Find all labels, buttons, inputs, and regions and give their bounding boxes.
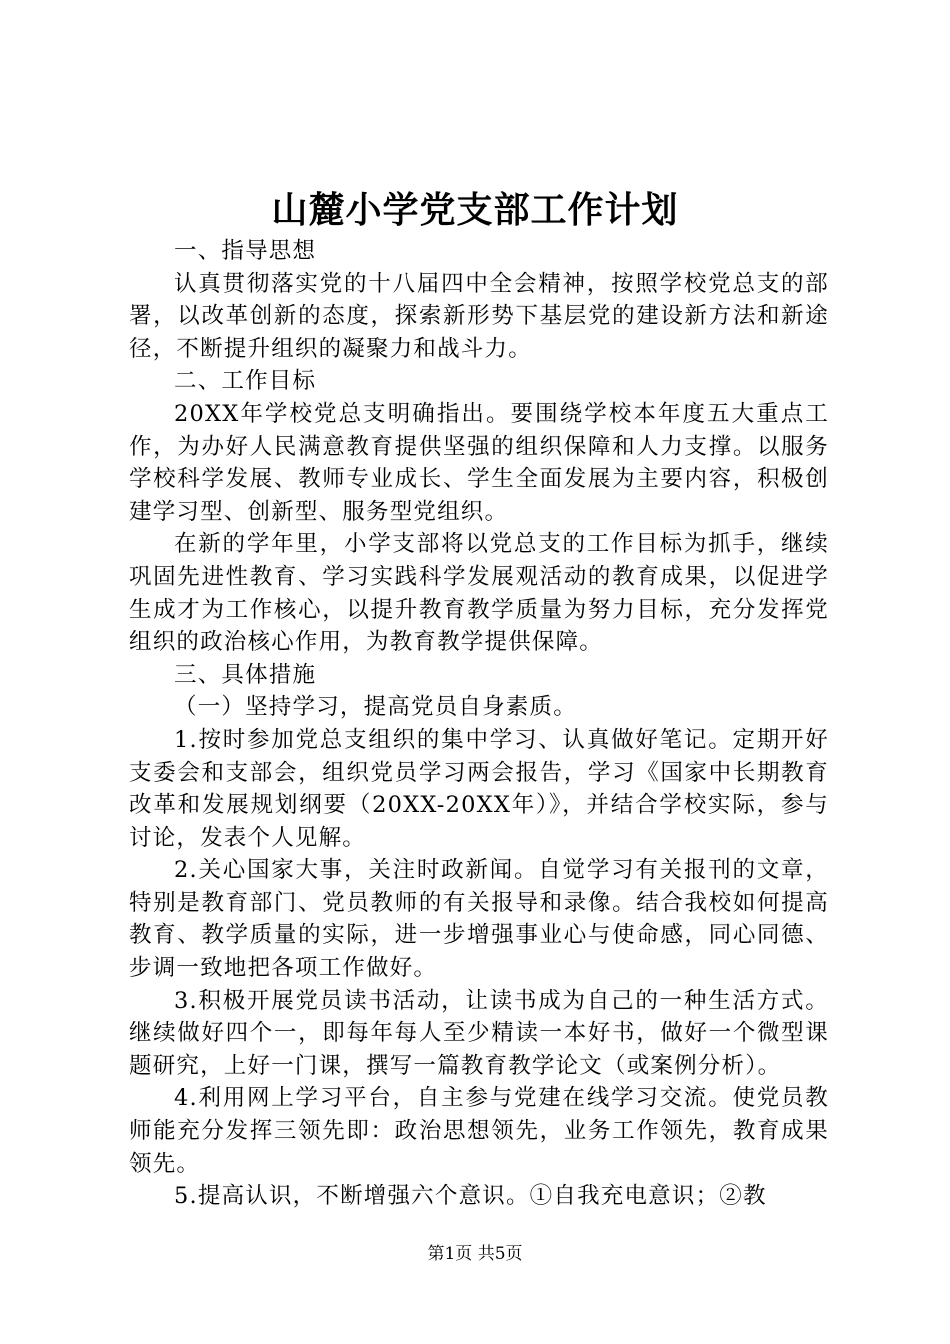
- list-item: 4.利用网上学习平台，自主参与党建在线学习交流。使党员教师能充分发挥三领先即：政治思想领先，业务工作领先，教育成果领先。: [129, 1085, 829, 1177]
- paragraph: 认真贯彻落实党的十八届四中全会精神，按照学校党总支的部署，以改革创新的态度，探索新形势下基层党的建设新方法和新途径，不断提升组织的凝聚力和战斗力。: [129, 270, 829, 362]
- paragraph: 20XX年学校党总支明确指出。要围绕学校本年度五大重点工作，为办好人民满意教育提供坚强的组织保障和人力支撑。以服务学校科学发展、教师专业成长、学生全面发展为主要内容，积极创建学习型、创新型、服务型党组织。: [129, 400, 829, 525]
- document-body: [129, 235, 829, 1213]
- list-item: 2.关心国家大事，关注时政新闻。自觉学习有关报刊的文章，特别是教育部门、党员教师的有关报导和录像。结合我校如何提高教育、教学质量的实际，进一步增强事业心与使命感，同心同德、步调一致地把各项工作做好。: [129, 857, 829, 982]
- document-title: 山麓小学党支部工作计划: [271, 189, 679, 231]
- section-heading: 一、指导思想: [174, 238, 317, 264]
- paragraph: 在新的学年里，小学支部将以党总支的工作目标为抓手，继续巩固先进性教育、学习实践科学发展观活动的教育成果，以促进学生成才为工作核心，以提升教育教学质量为努力目标，充分发挥党组织的政治核心作用，为教育教学提供保障。: [129, 531, 829, 656]
- list-item: 1.按时参加党总支组织的集中学习、认真做好笔记。定期开好支委会和支部会，组织党员学习两会报告，学习《国家中长期教育改革和发展规划纲要（20XX-20XX年）》，并结合学校实际，参与讨论，发表个人见解。: [129, 726, 829, 851]
- subsection-heading: （一）坚持学习，提高党员自身素质。: [174, 694, 577, 721]
- page-number-footer: 第1页 共5页: [427, 1244, 523, 1264]
- list-item: 5.提高认识，不断增强六个意识。①自我充电意识；②教: [174, 1183, 767, 1210]
- section-heading: 三、具体措施: [174, 661, 317, 688]
- section-heading: 二、工作目标: [174, 368, 317, 395]
- list-item: 3.积极开展党员读书活动，让读书成为自己的一种生活方式。继续做好四个一，即每年每人至少精读一本好书，做好一个微型课题研究，上好一门课，撰写一篇教育教学论文（或案例分析）。: [129, 987, 829, 1079]
